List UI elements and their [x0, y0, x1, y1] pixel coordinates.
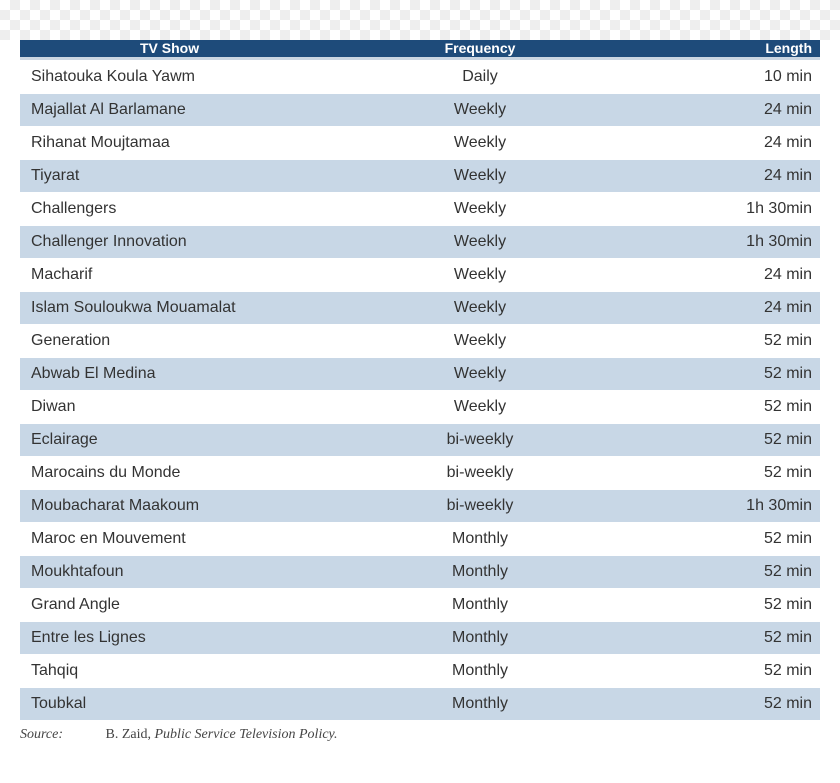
cell-frequency: Weekly	[453, 332, 507, 349]
cell-tv-show: Moukhtafoun	[31, 563, 124, 580]
cell-length: 52 min	[763, 662, 812, 679]
cell-length: 1h 30min	[746, 497, 812, 514]
cell-length: 24 min	[763, 167, 812, 184]
table-row	[20, 622, 820, 654]
cell-tv-show: Rihanat Moujtamaa	[31, 134, 170, 151]
cell-frequency: Monthly	[451, 563, 509, 580]
cell-tv-show: Majallat Al Barlamane	[31, 101, 186, 118]
cell-frequency: Monthly	[451, 596, 509, 613]
cell-frequency: Weekly	[453, 233, 507, 250]
cell-length: 52 min	[763, 332, 812, 349]
transparency-background	[0, 0, 840, 40]
table-row	[20, 292, 820, 324]
source-title: Public Service Television Policy.	[154, 727, 338, 742]
cell-length: 52 min	[763, 431, 812, 448]
cell-tv-show: Tiyarat	[31, 167, 80, 184]
table-row	[20, 226, 820, 258]
cell-frequency: Weekly	[453, 134, 507, 151]
table-row	[20, 160, 820, 192]
cell-frequency: Monthly	[451, 662, 509, 679]
cell-tv-show: Macharif	[31, 266, 93, 283]
cell-tv-show: Sihatouka Koula Yawm	[31, 68, 195, 85]
cell-tv-show: Maroc en Mouvement	[31, 530, 186, 547]
cell-length: 24 min	[763, 101, 812, 118]
header-tv-show: TV Show	[140, 40, 200, 56]
header-frequency: Frequency	[444, 40, 516, 56]
cell-frequency: Weekly	[453, 200, 507, 217]
cell-frequency: Weekly	[453, 101, 507, 118]
cell-frequency: Monthly	[451, 695, 509, 712]
cell-tv-show: Generation	[31, 332, 111, 349]
cell-length: 24 min	[763, 299, 812, 316]
table-row	[20, 424, 820, 456]
cell-length: 1h 30min	[746, 233, 812, 250]
cell-length: 52 min	[763, 563, 812, 580]
table-row	[20, 391, 820, 423]
cell-tv-show: Grand Angle	[31, 596, 120, 613]
cell-frequency: bi-weekly	[446, 464, 514, 481]
cell-length: 24 min	[763, 134, 812, 151]
table-row	[20, 61, 820, 93]
cell-length: 24 min	[763, 266, 812, 283]
cell-tv-show: Challengers	[31, 200, 117, 217]
cell-tv-show: Moubacharat Maakoum	[31, 497, 200, 514]
cell-tv-show: Diwan	[31, 398, 76, 415]
cell-frequency: bi-weekly	[446, 431, 514, 448]
cell-length: 52 min	[763, 464, 812, 481]
source-note	[20, 727, 337, 743]
cell-frequency: Weekly	[453, 398, 507, 415]
tv-shows-table	[20, 40, 820, 720]
table-row	[20, 94, 820, 126]
cell-frequency: Weekly	[453, 299, 507, 316]
cell-length: 1h 30min	[746, 200, 812, 217]
cell-frequency: Daily	[462, 68, 498, 85]
table-row	[20, 193, 820, 225]
cell-length: 52 min	[763, 365, 812, 382]
table-row	[20, 589, 820, 621]
cell-length: 10 min	[763, 68, 812, 85]
cell-tv-show: Abwab El Medina	[31, 365, 156, 382]
table-row	[20, 358, 820, 390]
table-row	[20, 655, 820, 687]
cell-tv-show: Marocains du Monde	[31, 464, 181, 481]
table-row	[20, 259, 820, 291]
cell-frequency: Monthly	[451, 629, 509, 646]
cell-tv-show: Islam Souloukwa Mouamalat	[31, 299, 236, 316]
source-author: B. Zaid,	[105, 727, 151, 742]
table-header	[20, 40, 820, 60]
table-row	[20, 325, 820, 357]
cell-frequency: Monthly	[451, 530, 509, 547]
table-row	[20, 457, 820, 489]
cell-length: 52 min	[763, 596, 812, 613]
cell-frequency: Weekly	[453, 266, 507, 283]
cell-length: 52 min	[763, 695, 812, 712]
table-row	[20, 688, 820, 720]
cell-tv-show: Toubkal	[31, 695, 87, 712]
source-label: Source:	[20, 727, 64, 742]
table-body	[20, 61, 820, 720]
cell-frequency: Weekly	[453, 167, 507, 184]
cell-length: 52 min	[763, 530, 812, 547]
table-row	[20, 127, 820, 159]
header-length: Length	[765, 40, 812, 56]
cell-frequency: Weekly	[453, 365, 507, 382]
cell-tv-show: Challenger Innovation	[31, 233, 187, 250]
cell-tv-show: Entre les Lignes	[31, 629, 146, 646]
cell-tv-show: Tahqiq	[31, 662, 79, 679]
cell-length: 52 min	[763, 398, 812, 415]
cell-length: 52 min	[763, 629, 812, 646]
table-row	[20, 490, 820, 522]
table-row	[20, 556, 820, 588]
cell-tv-show: Eclairage	[31, 431, 98, 448]
cell-frequency: bi-weekly	[446, 497, 514, 514]
table-row	[20, 523, 820, 555]
